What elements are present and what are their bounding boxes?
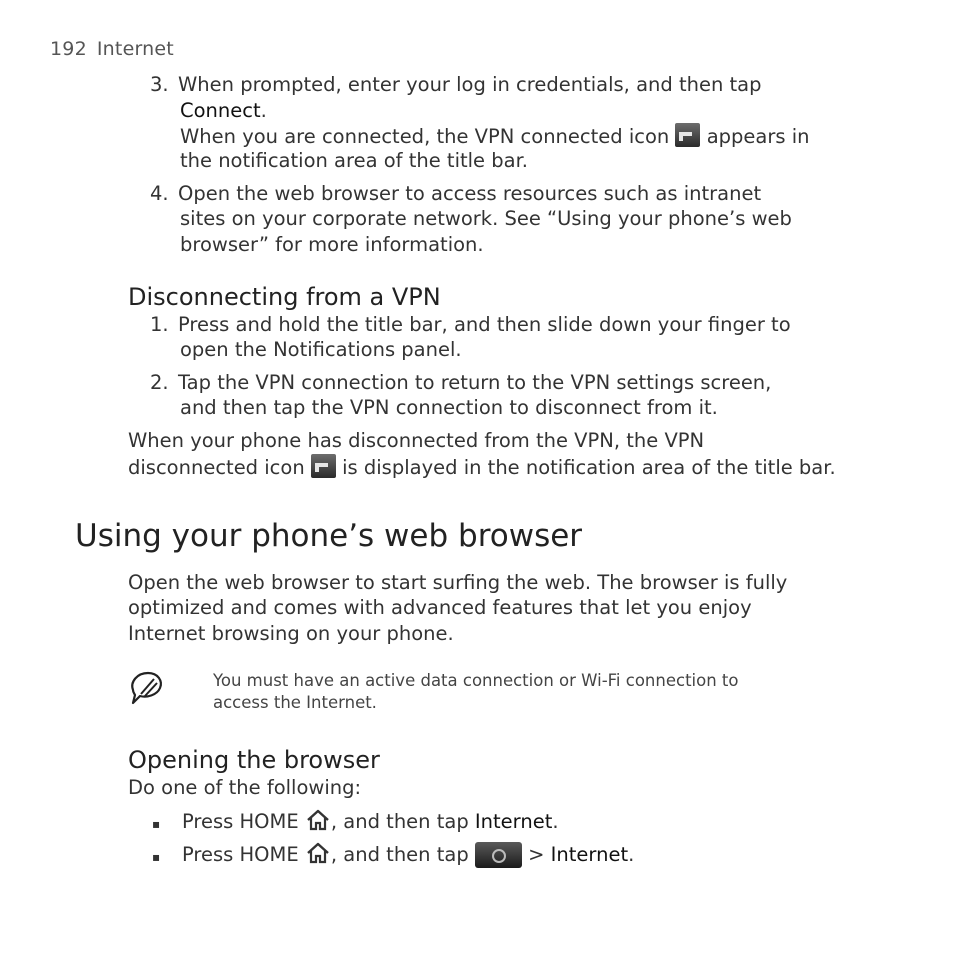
step-text: appears in xyxy=(706,125,810,148)
step-text: Tap the VPN connection to return to the VPN settings screen, xyxy=(178,371,772,394)
section-name: Internet xyxy=(96,38,174,60)
note-line-2: access the Internet. xyxy=(213,693,377,712)
opening-heading: Opening the browser xyxy=(128,746,380,774)
browser-intro-line-2: optimized and comes with advanced features that let you enjoy xyxy=(128,596,752,619)
step-text: When you are connected, the VPN connected icon xyxy=(180,125,670,148)
step-number: 4. xyxy=(150,182,169,205)
bullet-text: , and then tap xyxy=(330,810,469,833)
home-icon xyxy=(305,841,331,865)
step-3 xyxy=(150,72,762,98)
disconnect-step-1-line-2: open the Notifications panel. xyxy=(180,338,462,361)
disconnect-step-1 xyxy=(150,312,791,338)
note-icon xyxy=(127,670,165,706)
browser-intro-line-3: Internet browsing on your phone. xyxy=(128,622,454,645)
bullet-marker: ▪ xyxy=(152,850,161,864)
connect-label: Connect xyxy=(180,99,261,122)
step-text: When prompted, enter your log in credentials, and then tap xyxy=(178,73,762,96)
page-number: 192 xyxy=(50,38,87,60)
step-4-line-2: sites on your corporate network. See “Using your phone’s web xyxy=(180,207,792,230)
home-icon xyxy=(305,808,331,832)
separator: > xyxy=(528,843,545,866)
bullet-item-1 xyxy=(150,808,559,838)
browser-intro-line-1: Open the web browser to start surfing the web. The browser is fully xyxy=(128,571,788,594)
bullet-text: , and then tap xyxy=(330,843,469,866)
page-header xyxy=(50,38,174,60)
step-number: 2. xyxy=(150,371,169,394)
browser-heading: Using your phone’s web browser xyxy=(75,518,583,554)
disconnect-para-line-2 xyxy=(128,454,836,481)
para-text: is displayed in the notification area of the title bar. xyxy=(342,456,836,479)
para-text: disconnected icon xyxy=(128,456,305,479)
note-line-1: You must have an active data connection or Wi-Fi connection to xyxy=(213,671,739,690)
disconnect-step-2 xyxy=(150,370,771,396)
disconnect-step-2-line-2: and then tap the VPN connection to disconnect from it. xyxy=(180,396,718,419)
bullet-text: Press HOME xyxy=(182,810,299,833)
bullet-text: Press HOME xyxy=(182,843,299,866)
disconnect-heading: Disconnecting from a VPN xyxy=(128,283,441,311)
opening-lead: Do one of the following: xyxy=(128,776,362,799)
step-text: Open the web browser to access resources such as intranet xyxy=(178,182,762,205)
step-4 xyxy=(150,181,761,207)
period: . xyxy=(628,843,635,866)
bullet-item-2 xyxy=(150,841,634,871)
step-3-line-3: the notification area of the title bar. xyxy=(180,149,529,172)
step-number: 1. xyxy=(150,313,169,336)
internet-label: Internet xyxy=(474,810,553,833)
vpn-disconnected-icon xyxy=(311,454,336,478)
period: . xyxy=(552,810,559,833)
internet-label: Internet xyxy=(550,843,629,866)
vpn-connected-icon xyxy=(675,123,700,147)
disconnect-para-line-1: When your phone has disconnected from the VPN, the VPN xyxy=(128,429,705,452)
period: . xyxy=(260,99,267,122)
step-4-line-3: browser” for more information. xyxy=(180,233,484,256)
step-number: 3. xyxy=(150,73,169,96)
step-3-connect-line xyxy=(180,98,267,124)
all-apps-icon xyxy=(475,842,522,868)
step-text: Press and hold the title bar, and then slide down your finger to xyxy=(178,313,791,336)
bullet-marker: ▪ xyxy=(152,817,161,831)
step-3-icon-line xyxy=(180,123,810,150)
